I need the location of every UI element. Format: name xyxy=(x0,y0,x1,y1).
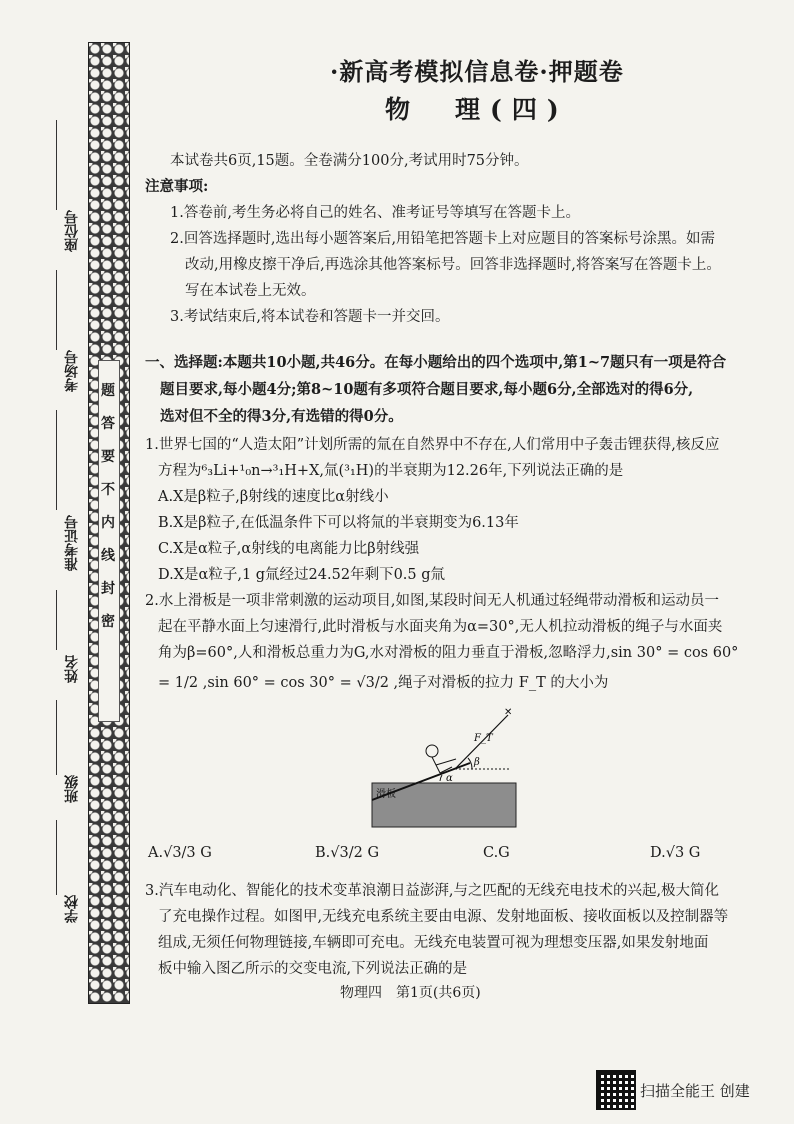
field-line xyxy=(56,120,57,210)
subject-title: 物 理(四) xyxy=(385,95,569,124)
exam-title: ·新高考模拟信息卷·押题卷 xyxy=(330,57,624,86)
seal-char: 封 xyxy=(101,581,115,597)
seal-char: 答 xyxy=(101,416,115,432)
school-label: 学校 xyxy=(64,895,80,923)
seat-number-label: 座位号 xyxy=(64,210,80,252)
board-label: 滑板 xyxy=(376,789,396,800)
seal-char: 题 xyxy=(101,383,115,399)
q2-stem-cont: = 1/2 ,sin 60° = cos 30° = √3/2 ,绳子对滑板的拉力 F_T 的大小为 xyxy=(158,675,609,691)
page-footer: 物理四 第1页(共6页) xyxy=(340,985,481,1001)
q3-stem-cont: 板中输入图乙所示的交变电流,下列说法正确的是 xyxy=(158,961,468,977)
notice-heading: 注意事项: xyxy=(145,178,209,195)
q1-stem-cont: 方程为⁶₃Li+¹₀n→³₁H+X,氚(³₁H)的半衰期为12.26年,下列说法正确的是 xyxy=(158,463,624,479)
q2-stem-cont: 角为β=60°,人和滑板总重力为G,水对滑板的阻力垂直于滑板,忽略浮力,sin 30° = cos 60° xyxy=(158,645,739,661)
notice-item: 1.答卷前,考生务必将自己的姓名、准考证号等填写在答题卡上。 xyxy=(170,205,580,221)
q2-option-a: A.√3/3 G xyxy=(148,845,212,861)
wakeboard-figure xyxy=(370,705,520,830)
beta-label: β xyxy=(474,757,480,768)
q2-stem-cont: 起在平静水面上匀速滑行,此时滑板与水面夹角为α=30°,无人机拉动滑板的绳子与水面夹 xyxy=(158,619,723,635)
scanner-watermark: 扫描全能王 创建 xyxy=(640,1082,750,1100)
field-line xyxy=(56,590,57,650)
q1-stem: 1.世界七国的“人造太阳”计划所需的氚在自然界中不存在,人们常用中子轰击锂获得,核反应 xyxy=(145,437,720,453)
q1-option-a: A.X是β粒子,β射线的速度比α射线小 xyxy=(158,489,389,505)
name-label: 姓名 xyxy=(64,655,80,683)
section-heading: 一、选择题:本题共10小题,共46分。在每小题给出的四个选项中,第1~7题只有一项是符合 xyxy=(145,354,727,371)
q1-option-b: B.X是β粒子,在低温条件下可以将氚的半衰期变为6.13年 xyxy=(158,515,519,531)
seal-char: 要 xyxy=(101,449,115,465)
seal-char: 不 xyxy=(101,482,115,498)
q3-stem-cont: 组成,无须任何物理链接,车辆即可充电。无线充电装置可视为理想变压器,如果发射地面 xyxy=(158,935,709,951)
section-heading-cont: 选对但不全的得3分,有选错的得0分。 xyxy=(160,408,403,425)
qr-code-icon xyxy=(596,1070,636,1110)
field-line xyxy=(56,270,57,350)
q2-option-b: B.√3/2 G xyxy=(315,845,380,861)
q3-stem: 3.汽车电动化、智能化的技术变革浪潮日益澎湃,与之匹配的无线充电技术的兴起,极大简化 xyxy=(145,883,720,899)
section-heading-cont: 题目要求,每小题4分;第8~10题有多项符合题目要求,每小题6分,全部选对的得6分, xyxy=(160,381,694,398)
exam-room-label: 考场号 xyxy=(64,350,80,392)
drone-icon: ✕ xyxy=(504,707,513,718)
seal-char: 内 xyxy=(101,515,115,531)
q2-option-c: C.G xyxy=(483,845,510,861)
seal-char: 密 xyxy=(101,614,115,630)
seal-text xyxy=(100,375,116,639)
q1-option-d: D.X是α粒子,1 g氚经过24.52年剩下0.5 g氚 xyxy=(158,567,446,583)
notice-item: 2.回答选择题时,选出每小题答案后,用铅笔把答题卡上对应题目的答案标号涂黑。如需 xyxy=(170,231,716,247)
alpha-label: α xyxy=(446,773,453,784)
q3-stem-cont: 了充电操作过程。如图甲,无线充电系统主要由电源、发射地面板、接收面板以及控制器等 xyxy=(158,909,729,925)
q2-stem: 2.水上滑板是一项非常刺激的运动项目,如图,某段时间无人机通过轻绳带动滑板和运动员一 xyxy=(145,593,720,609)
intro-text: 本试卷共6页,15题。全卷满分100分,考试用时75分钟。 xyxy=(170,153,529,169)
field-line xyxy=(56,410,57,510)
seal-char: 线 xyxy=(101,548,115,564)
notice-item: 3.考试结束后,将本试卷和答题卡一并交回。 xyxy=(170,309,450,325)
q1-option-c: C.X是α粒子,α射线的电离能力比β射线强 xyxy=(158,541,420,557)
class-label: 班级 xyxy=(64,775,80,803)
admission-number-label: 准考证号 xyxy=(64,515,80,571)
force-label: F_T xyxy=(474,733,493,744)
field-line xyxy=(56,700,57,775)
notice-item: 改动,用橡皮擦干净后,再选涂其他答案标号。回答非选择题时,将答案写在答题卡上。 xyxy=(185,257,721,273)
field-line xyxy=(56,820,57,895)
q2-option-d: D.√3 G xyxy=(650,845,701,861)
notice-item: 写在本试卷上无效。 xyxy=(185,283,316,299)
